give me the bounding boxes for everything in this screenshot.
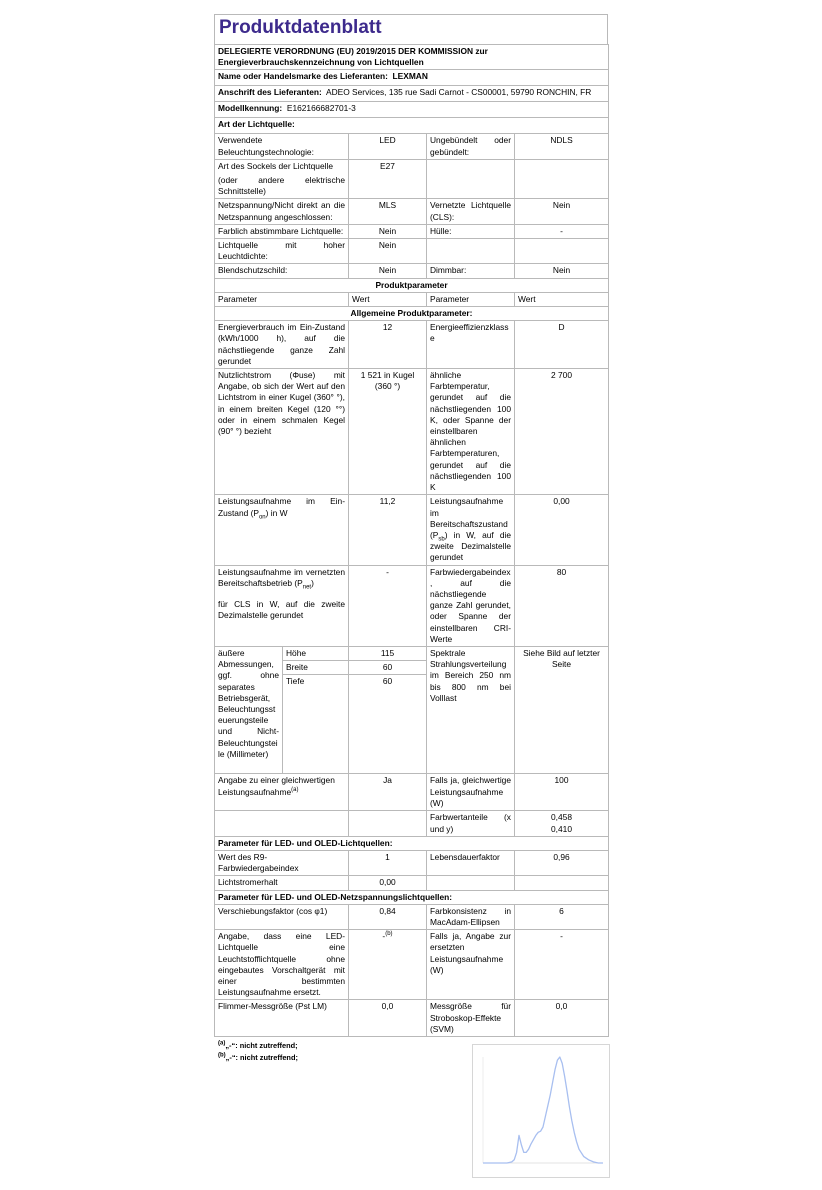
type-label: Verwendete Beleuchtungstechnologie:: [215, 134, 349, 159]
cri-label: Farbwiedergabeindex, auf die nächstliegende ganze Zahl gerundet, oder Spanne der einstellbaren CRI-Werte: [427, 565, 515, 646]
column-header-row: [215, 292, 609, 306]
spectrum-line: [483, 1057, 603, 1163]
address-label: Anschrift des Lieferanten:: [218, 87, 322, 98]
type-label: Netzspannung/Nicht direkt an die Netzspannung angeschlossen:: [215, 199, 349, 224]
general-heading-row: [215, 307, 609, 321]
survival-factor-value: 0,96: [515, 850, 609, 875]
cct-value: 2 700: [515, 369, 609, 495]
type-value: Nein: [349, 264, 427, 278]
product-params-heading-row: [215, 278, 609, 292]
power-on-row: [215, 495, 609, 565]
cosphi-label: Verschiebungsfaktor (cos φ1): [215, 904, 349, 929]
depth-value: 60: [349, 675, 427, 774]
type-heading: Art der Lichtquelle:: [215, 118, 609, 134]
type-label: Lichtquelle mit hoher Leuchtdichte:: [215, 239, 349, 264]
power-net-label: Leistungsaufnahme im vernetzten Bereitschaftsbetrieb $(P_{net})$ für CLS in W, auf die zweite Dezimalstelle gerundet: [215, 565, 349, 646]
survival-factor-label: Lebensdauerfaktor: [427, 850, 515, 875]
type-value-2: Nein: [515, 199, 609, 224]
macadam-value: 6: [515, 904, 609, 929]
equivalent-watt-label: Falls ja, gleichwertige Leistungsaufnahme (W): [427, 774, 515, 811]
type-value-2: -: [515, 224, 609, 238]
equivalent-power-label: Angabe zu einer gleichwertigen Leistungsaufnahme$^{(a)}$: [215, 774, 349, 811]
cosphi-row: [215, 904, 609, 929]
type-row: [215, 239, 609, 264]
cri-value: 80: [515, 565, 609, 646]
column-header: Parameter: [215, 292, 349, 306]
column-header: Parameter: [427, 292, 515, 306]
type-row: [215, 224, 609, 238]
type-label-continued: (oder andere elektrische Schnittstelle): [218, 175, 345, 197]
replacement-value: -$^{(b)}$: [349, 930, 427, 1000]
flux-row: [215, 369, 609, 495]
equivalent-power-row: [215, 774, 609, 811]
height-label: Höhe: [283, 646, 349, 660]
type-label-2: Dimmbar:: [427, 264, 515, 278]
efficiency-class-label: Energieeffizienzklasse: [427, 321, 515, 369]
supplier-value: LEXMAN: [392, 71, 428, 82]
type-label-2: Hülle:: [427, 224, 515, 238]
power-net-value: -: [349, 565, 427, 646]
regulation-row: [215, 45, 609, 70]
svm-value: 0,0: [515, 1000, 609, 1037]
chromaticity-value: 0,458 0,410: [515, 811, 609, 836]
type-label: Art des Sockels der Lichtquelle: [218, 160, 333, 171]
column-header: Wert: [349, 292, 427, 306]
maintenance-value: 0,00: [349, 876, 427, 890]
column-header: Wert: [515, 292, 609, 306]
supplier-row: [215, 70, 609, 86]
type-value: LED: [349, 134, 427, 159]
replaced-power-label: Falls ja, Angabe zur ersetzten Leistungsaufnahme (W): [427, 930, 515, 1000]
flux-value: 1 521 in Kugel (360 °): [349, 369, 427, 495]
maintenance-row: [215, 876, 609, 890]
spectral-value: Siehe Bild auf letzter Seite: [515, 646, 609, 773]
chromaticity-label: Farbwertanteile (x und y): [427, 811, 515, 836]
type-label: Farblich abstimmbare Lichtquelle:: [215, 224, 349, 238]
chromaticity-row: [215, 811, 609, 836]
type-row: [215, 159, 609, 199]
equivalent-power-value: Ja: [349, 774, 427, 811]
cosphi-value: 0,84: [349, 904, 427, 929]
type-label-2: [427, 239, 515, 264]
address-value: ADEO Services, 135 rue Sadi Carnot - CS00001, 59790 RONCHIN, FR: [325, 87, 592, 98]
height-value: 115: [349, 646, 427, 660]
cct-label: ähnliche Farbtemperatur, gerundet auf die nächstliegenden 100 K, oder Spanne der einstellbaren ähnlichen Farbtemperaturen, gerundet auf die nächstliegenden 100 K: [427, 369, 515, 495]
svm-label: Messgröße für Stroboskop-Effekte (SVM): [427, 1000, 515, 1037]
dimensions-label: äußere Abmessungen, ggf. ohne separates Betriebsgerät, Beleuchtungssteuerungsteile und Nicht-Beleuchtungsteile (Millimeter): [215, 646, 283, 773]
type-row: [215, 199, 609, 224]
address-row: [215, 86, 609, 102]
product-data-sheet: [214, 14, 608, 1037]
width-label: Breite: [283, 661, 349, 675]
model-row: [215, 102, 609, 118]
mains-heading: Parameter für LED- und OLED-Netzspannungslichtquellen:: [215, 890, 609, 904]
flicker-value: 0,0: [349, 1000, 427, 1037]
energy-value: 12: [349, 321, 427, 369]
supplier-label: Name oder Handelsmarke des Lieferanten:: [218, 71, 388, 82]
mains-heading-row: [215, 890, 609, 904]
type-label-2: [427, 159, 515, 199]
product-params-heading: Produktparameter: [215, 278, 609, 292]
power-on-label: Leistungsaufnahme im Ein-Zustand $(P_{on})$ in W: [215, 495, 349, 565]
efficiency-class-value: D: [515, 321, 609, 369]
standby-power-label: Leistungsaufnahme im Bereitschaftszustand $(P_{sb})$ in W, auf die zweite Dezimalstelle gerundet: [427, 495, 515, 565]
width-value: 60: [349, 661, 427, 675]
r9-row: [215, 850, 609, 875]
type-value-2: Nein: [515, 264, 609, 278]
dimensions-row: [215, 646, 609, 660]
standby-power-value: 0,00: [515, 495, 609, 565]
footnotes: [218, 1040, 298, 1064]
type-row: [215, 134, 609, 159]
flicker-label: Flimmer-Messgröße (Pst LM): [215, 1000, 349, 1037]
led-heading-row: [215, 836, 609, 850]
type-value: E27: [349, 159, 427, 199]
power-net-row: [215, 565, 609, 646]
macadam-label: Farbkonsistenz in MacAdam-Ellipsen: [427, 904, 515, 929]
type-label: Blendschutzschild:: [215, 264, 349, 278]
type-heading-row: [215, 118, 609, 134]
type-value-2: [515, 239, 609, 264]
page-title: Produktdatenblatt: [214, 14, 608, 44]
general-heading: Allgemeine Produktparameter:: [215, 307, 609, 321]
spectral-label: Spektrale Strahlungsverteilung im Bereich 250 nm bis 800 nm bei Volllast: [427, 646, 515, 773]
spectrum-plot: [473, 1045, 609, 1177]
replacement-row: [215, 930, 609, 1000]
footnote: $^{(a)}$„-“: nicht zutreffend;: [218, 1040, 298, 1050]
type-value-2: NDLS: [515, 134, 609, 159]
energy-row: [215, 321, 609, 369]
regulation-text: DELEGIERTE VERORDNUNG (EU) 2019/2015 DER KOMMISSION zur Energieverbrauchskennzeichnung von Lichtquellen: [215, 45, 609, 70]
r9-label: Wert des R9-Farbwiedergabeindex: [215, 850, 349, 875]
flux-label: Nutzlichtstrom (Φuse) mit Angabe, ob sich der Wert auf den Lichtstrom in einer Kugel (360° °), in einem breiten Kegel (120 °°) oder in einem schmalen Kegel (90° °) bezieht: [215, 369, 349, 495]
type-value: MLS: [349, 199, 427, 224]
replacement-label: Angabe, dass eine LED-Lichtquelle eine Leuchtstofflichtquelle ohne eingebautes Vorschaltgerät mit einer bestimmten Leistungsaufnahme ersetzt.: [215, 930, 349, 1000]
footnote: $^{(b)}$„-“: nicht zutreffend;: [218, 1052, 298, 1062]
type-row: [215, 264, 609, 278]
replaced-power-value: -: [515, 930, 609, 1000]
energy-label: Energieverbrauch im Ein-Zustand (kWh/1000 h), auf die nächstliegende ganze Zahl gerundet: [215, 321, 349, 369]
maintenance-label: Lichtstromerhalt: [215, 876, 349, 890]
depth-label: Tiefe: [283, 675, 349, 774]
type-value: Nein: [349, 239, 427, 264]
model-label: Modellkennung:: [218, 103, 283, 114]
r9-value: 1: [349, 850, 427, 875]
equivalent-watt-value: 100: [515, 774, 609, 811]
power-on-value: 11,2: [349, 495, 427, 565]
type-value: Nein: [349, 224, 427, 238]
data-table: [214, 44, 609, 1037]
type-label-2: Vernetzte Lichtquelle (CLS):: [427, 199, 515, 224]
led-heading: Parameter für LED- und OLED-Lichtquellen:: [215, 836, 609, 850]
spectrum-chart: [472, 1044, 610, 1178]
model-value: E162166682701-3: [286, 103, 356, 114]
type-label-2: Ungebündelt oder gebündelt:: [427, 134, 515, 159]
type-value-2: [515, 159, 609, 199]
flicker-row: [215, 1000, 609, 1037]
